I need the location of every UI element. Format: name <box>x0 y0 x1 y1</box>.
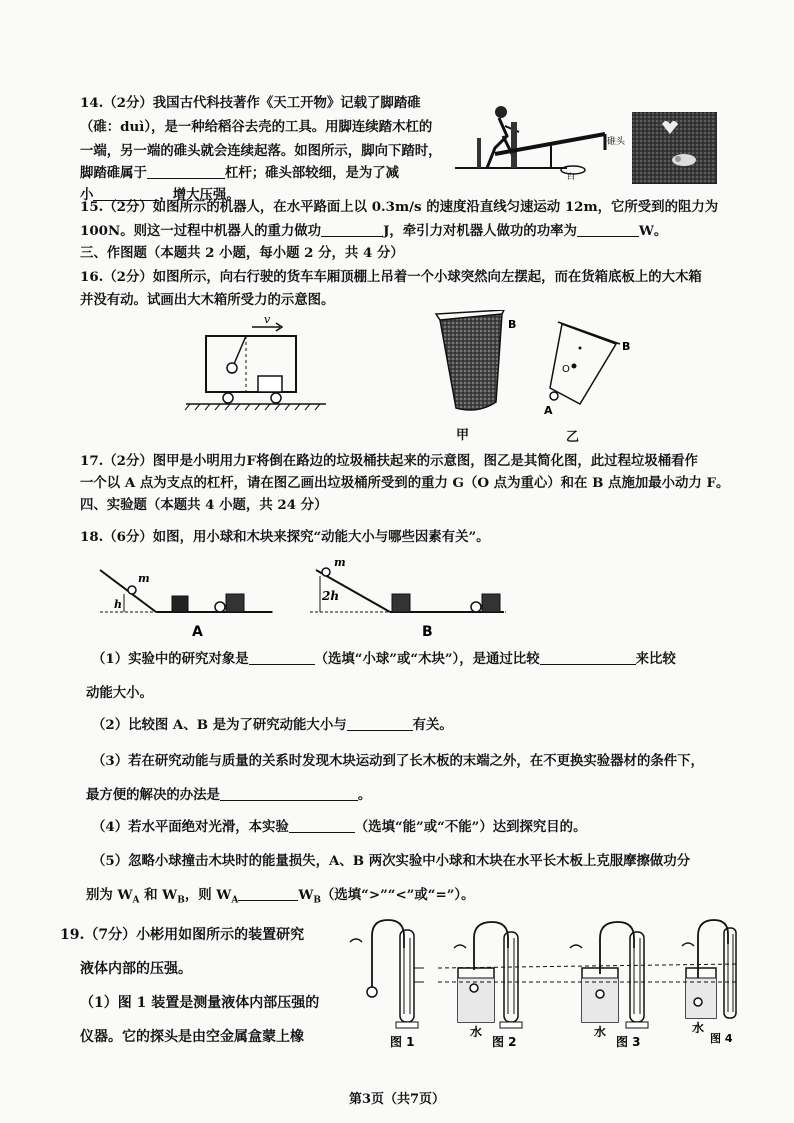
water-label-3: 水 <box>594 1025 607 1039</box>
q19-line3: （1）图 1 装置是测量液体内部压强的 <box>80 995 320 1011</box>
q19-line2: 液体内部的压强。 <box>80 961 192 977</box>
q18-part2 <box>92 716 453 734</box>
point-o: O <box>562 364 570 375</box>
q18-p5-b2: 和 W <box>139 887 178 903</box>
q15-line2-c: W。 <box>638 223 668 239</box>
q14-line2: （碓：duì），是一种给稻谷去壳的工具。用脚连续踏木杠的 <box>80 119 433 135</box>
q18-blank-compare[interactable] <box>540 650 636 665</box>
q18-line1: 18.（6分）如图，用小球和木块来探究“动能大小与哪些因素有关”。 <box>80 529 490 545</box>
q18-part5: （5）忽略小球撞击木块时的能量损失，A、B 两次实验中小球和木块在水平长木板上克服摩擦做功分 <box>92 853 691 869</box>
ramp-figure-b <box>306 556 516 640</box>
q19-line1: 19.（7分）小彬用如图所示的装置研究 <box>60 927 305 943</box>
q15-line1: 15.（2分）如图所示的机器人，在水平路面上以 0.3m/s 的速度沿直线匀速运动 12m，它所受到的阻力为 <box>80 199 719 215</box>
treadle-pounder-figure <box>455 98 625 180</box>
q14-line4 <box>80 164 399 182</box>
q18-blank-object[interactable] <box>249 650 315 665</box>
point-a: A <box>544 404 553 417</box>
q18-p1-c: 来比较 <box>635 651 676 667</box>
fig1-caption: 图 1 <box>390 1035 415 1049</box>
q17-line2: 一个以 A 点为支点的杠杆，请在图乙画出垃圾桶所受到的重力 G（O 点为重心）和在 B 点施加最小动力 F。 <box>80 475 730 491</box>
q14-line5-a: 小 <box>80 187 94 203</box>
q18-p5-b4: W <box>298 887 314 903</box>
mass-label-b: m <box>334 556 346 569</box>
truck-figure <box>180 312 330 412</box>
q16-line1: 16.（2分）如图所示，向右行驶的货车车厢顶棚上吊着一个小球突然向左摆起，而在货箱底板上的大木箱 <box>80 269 702 285</box>
q18-part5-cont <box>86 886 475 910</box>
ramp-figure-a <box>96 556 276 640</box>
gauge-fig2 <box>454 922 522 1049</box>
point-b-photo: B <box>508 318 517 331</box>
velocity-label: v <box>264 313 271 326</box>
q18-p3-c: 。 <box>357 787 372 803</box>
q15-line2-b: J，牵引力对机器人做功的功率为 <box>383 223 577 239</box>
figure-jia-caption: 甲 <box>456 428 470 443</box>
q18-p2-a: （2）比较图 A、B 是为了研究动能大小与 <box>92 717 347 733</box>
q16-line2: 并没有动。试画出大木箱所受力的示意图。 <box>80 292 335 308</box>
mass-label-a: m <box>138 572 150 585</box>
point-b: B <box>622 340 631 353</box>
q14-line4-a: 脚踏碓属于 <box>80 165 147 181</box>
q18-p5-sub4: B <box>313 895 321 906</box>
q18-p3-b: 最方便的解决的办法是 <box>86 787 220 803</box>
figure-b-caption: B <box>422 624 433 640</box>
q15-blank-power[interactable] <box>577 222 639 237</box>
q18-p2-b: 有关。 <box>412 717 453 733</box>
figure-yi-caption: 乙 <box>566 430 580 445</box>
fig3-caption: 图 3 <box>616 1035 641 1049</box>
water-label-4: 水 <box>692 1021 705 1035</box>
q18-blank-smooth[interactable] <box>289 818 355 833</box>
q15-line2-a: 100N。则这一过程中机器人的重力做功 <box>80 223 322 239</box>
q15-blank-gravity-work[interactable] <box>321 222 383 237</box>
q17-line1: 17.（2分）图甲是小明用力F将倒在路边的垃圾桶扶起来的示意图，图乙是其简化图，此过程垃圾桶看作 <box>80 453 698 469</box>
page-footer: 第3页（共7页） <box>348 1092 446 1107</box>
q18-part3-cont <box>86 786 371 804</box>
height-label-b: 2h <box>322 589 340 603</box>
q14-blank-lever[interactable] <box>147 164 225 179</box>
q14-line1: 14.（2分）我国古代科技著作《天工开物》记载了脚踏碓 <box>80 95 421 111</box>
q14-line4-b: 杠杆；碓头部较细，是为了减 <box>224 165 400 181</box>
q15-line2 <box>80 222 667 240</box>
q18-part1 <box>92 650 676 668</box>
water-label-2: 水 <box>470 1025 483 1039</box>
q18-blank-factor[interactable] <box>347 716 413 731</box>
q18-p5-sub1: A <box>132 895 140 906</box>
fig2-caption: 图 2 <box>492 1035 517 1049</box>
q18-p5-sub2: B <box>177 895 185 906</box>
q18-part1-cont: 动能大小。 <box>86 685 153 701</box>
q14-line3: 一端，另一端的碓头就会连续起落。如图所示，脚向下踏时， <box>80 143 442 159</box>
q18-p5-b: 别为 W <box>86 887 133 903</box>
trash-can-photo <box>432 310 528 420</box>
q14-line5-b: ，增大压强。 <box>159 187 240 203</box>
q18-p5-sub3: A <box>231 895 239 906</box>
height-label-a: h <box>114 598 122 611</box>
fig4-caption: 图 4 <box>710 1032 733 1045</box>
pressure-gauge-figures <box>342 908 742 1050</box>
figure-a-caption: A <box>192 624 203 640</box>
q18-p1-b: （选填“小球”或“木块”），是通过比较 <box>314 651 540 667</box>
q18-p4-a: （4）若水平面绝对光滑，本实验 <box>92 819 289 835</box>
q18-p5-b3: ，则 W <box>184 887 232 903</box>
q18-p1-a: （1）实验中的研究对象是 <box>92 651 249 667</box>
gauge-fig1 <box>350 920 424 1049</box>
q18-part4 <box>92 818 586 836</box>
q18-blank-compare-work[interactable] <box>238 886 298 901</box>
q19-line4: 仪器。它的探头是由空金属盒蒙上橡 <box>80 1029 304 1045</box>
grain-photo <box>632 112 717 184</box>
q18-blank-solution[interactable] <box>220 786 358 801</box>
trash-can-diagram <box>540 318 640 422</box>
q18-part3: （3）若在研究动能与质量的关系时发现木块运动到了长木板的末端之外，在不更换实验器材的条件下， <box>92 753 704 769</box>
q18-p5-b5: （选填“>”“<”或“=”）。 <box>320 887 475 903</box>
mortar-label: 臼 <box>567 172 575 180</box>
q18-p4-b: （选填“能”或“不能”）达到探究目的。 <box>354 819 587 835</box>
section-4-heading: 四、实验题（本题共 4 小题，共 24 分） <box>80 497 328 513</box>
pounder-head-label: 碓头 <box>607 137 625 147</box>
section-3-heading: 三、作图题（本题共 2 小题，每小题 2 分，共 4 分） <box>80 245 404 261</box>
gauge-fig3 <box>570 922 648 1049</box>
